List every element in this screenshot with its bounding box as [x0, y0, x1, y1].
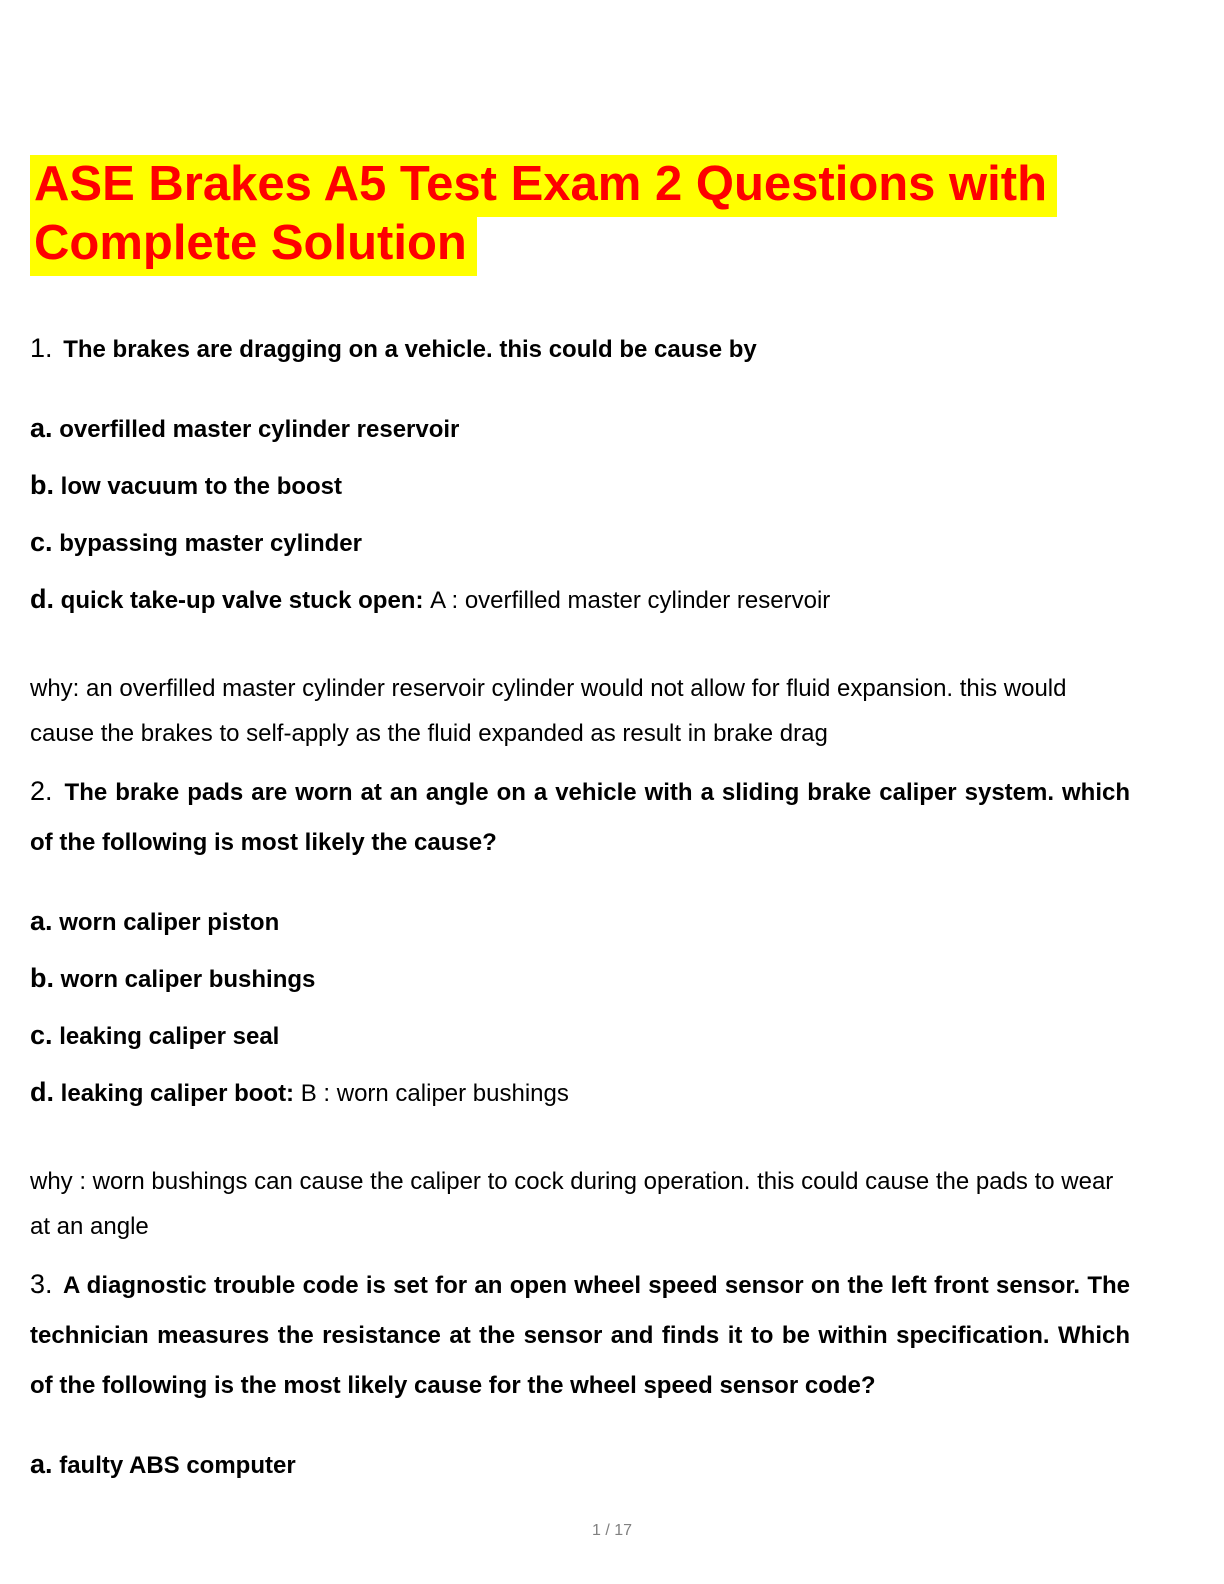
question-2 [30, 766, 1130, 868]
option-text: low vacuum to the boost [60, 473, 343, 500]
option-letter: a. [30, 413, 53, 443]
explanation-text: why: an overfilled master cylinder reservoir cylinder would not allow for fluid expansion. this would cause the brakes to self-apply as the fluid expanded as result in brake drag [30, 675, 1067, 747]
question-text: A diagnostic trouble code is set for an open wheel speed sensor on the left front sensor. The technician measures the resistance at the sensor and finds it to be within specification. Which of the following is the most likely cause for the wheel speed sensor code? [30, 1272, 1131, 1399]
option-text: overfilled master cylinder reservoir [59, 416, 460, 443]
option-letter: c. [30, 1020, 53, 1050]
option-row [30, 470, 1130, 502]
option-answer: A : overfilled master cylinder reservoir [430, 587, 831, 614]
option-text: leaking caliper seal [59, 1023, 280, 1050]
option-letter: b. [30, 470, 54, 500]
question-block-2 [30, 766, 1130, 1249]
option-letter: b. [30, 963, 54, 993]
option-text: leaking caliper boot: [60, 1080, 295, 1107]
option-text: faulty ABS computer [59, 1452, 296, 1479]
option-row [30, 1077, 1130, 1109]
question-text: The brake pads are worn at an angle on a vehicle with a sliding brake caliper system. which of the following is most likely the cause? [30, 779, 1131, 856]
option-row [30, 1020, 1130, 1052]
option-text: quick take-up valve stuck open: [60, 587, 424, 614]
option-text: bypassing master cylinder [59, 530, 362, 557]
question-text: The brakes are dragging on a vehicle. this could be cause by [63, 336, 757, 363]
option-letter: a. [30, 906, 53, 936]
page-number-footer: 1 / 17 [591, 1522, 633, 1539]
option-letter: d. [30, 584, 54, 614]
option-letter: a. [30, 1449, 53, 1479]
option-letter: c. [30, 527, 53, 557]
explanation-text: why : worn bushings can cause the caliper to cock during operation. this could cause the pads to wear at an angle [30, 1168, 1114, 1240]
question-number: 1. [30, 333, 53, 363]
option-row [30, 963, 1130, 995]
page-title-highlight: ASE Brakes A5 Test Exam 2 Questions with Complete Solution [30, 155, 1057, 276]
option-answer: B : worn caliper bushings [300, 1080, 569, 1107]
option-letter: d. [30, 1077, 54, 1107]
question-block-1 [30, 323, 1130, 756]
option-text: worn caliper bushings [60, 966, 316, 993]
option-row [30, 906, 1130, 938]
option-row [30, 1449, 1130, 1481]
option-row [30, 584, 1130, 616]
option-text: worn caliper piston [59, 909, 280, 936]
question-block-3 [30, 1259, 1130, 1481]
question-number: 3. [30, 1269, 53, 1299]
option-row [30, 527, 1130, 559]
question-number: 2. [30, 776, 53, 806]
page-title [30, 155, 1130, 273]
question-3 [30, 1259, 1130, 1411]
option-row [30, 413, 1130, 445]
question-1 [30, 323, 1130, 375]
